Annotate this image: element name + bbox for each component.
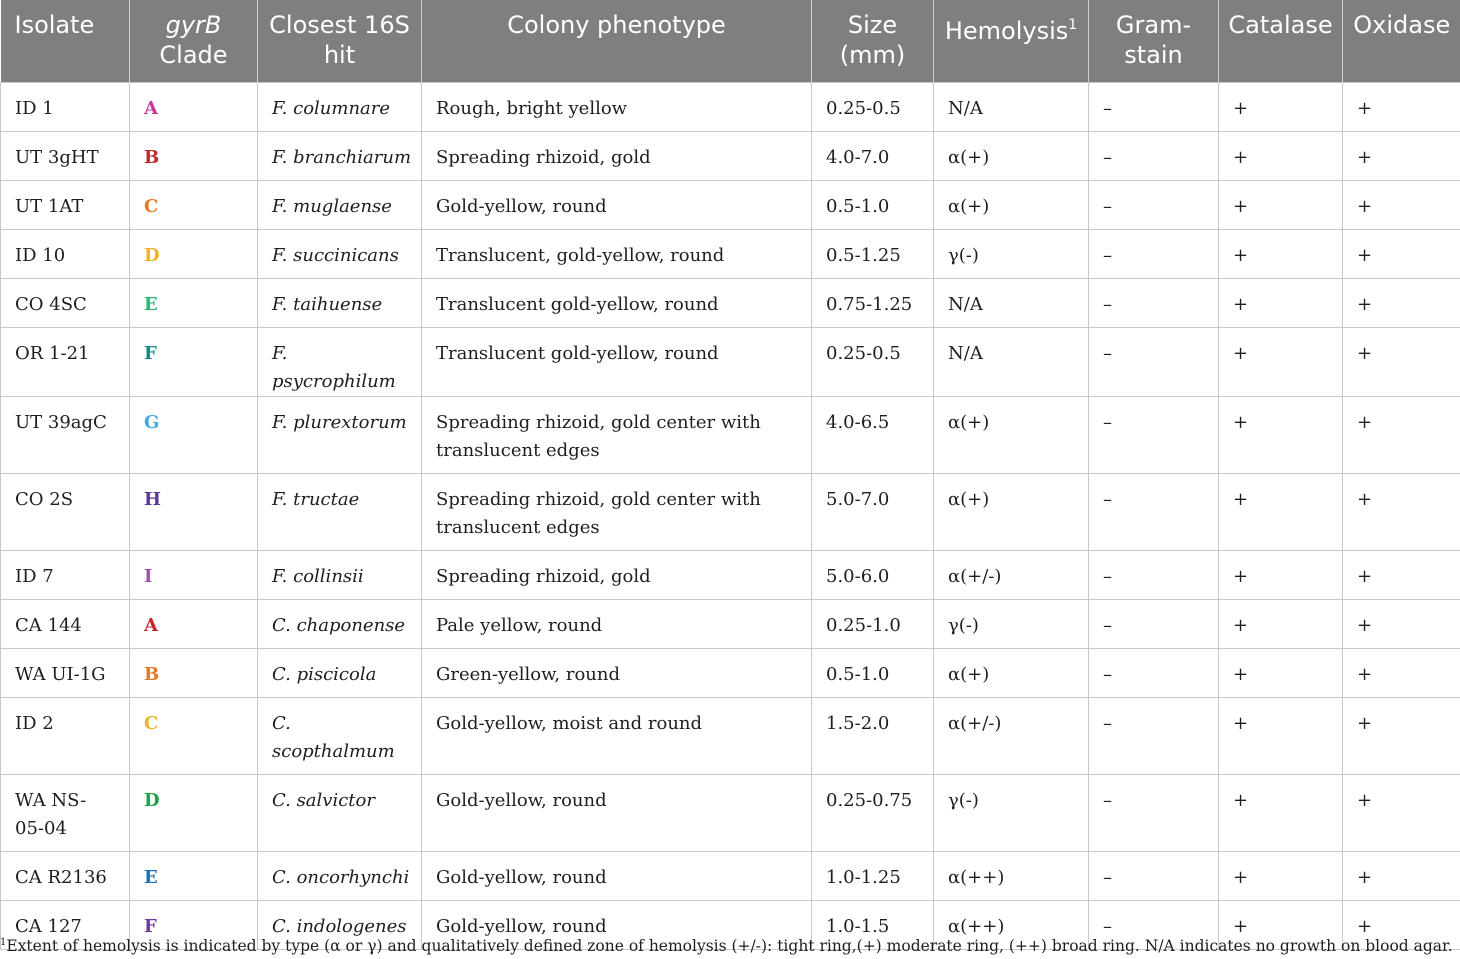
cell-oxidase: +: [1343, 474, 1460, 551]
header-colony-phenotype: Colony phenotype: [422, 0, 812, 83]
cell-hemolysis: α(+): [934, 649, 1089, 698]
cell-phenotype: Translucent gold-yellow, round: [422, 279, 812, 328]
cell-gram: –: [1089, 649, 1219, 698]
cell-size: 4.0-7.0: [812, 132, 934, 181]
cell-phenotype: Translucent, gold-yellow, round: [422, 230, 812, 279]
footnote-marker: 1: [0, 937, 6, 948]
cell-catalase: +: [1219, 649, 1343, 698]
cell-isolate: ID 10: [1, 230, 130, 279]
header-hemolysis: Hemolysis$^1$: [934, 0, 1089, 83]
cell-catalase: +: [1219, 230, 1343, 279]
cell-closest-hit: F. plurextorum: [258, 397, 422, 474]
cell-hemolysis: γ(-): [934, 775, 1089, 852]
cell-clade: B: [130, 132, 258, 181]
cell-clade: D: [130, 775, 258, 852]
cell-size: 0.5-1.0: [812, 649, 934, 698]
table-row: [1, 551, 1460, 600]
cell-oxidase: +: [1343, 901, 1460, 950]
cell-gram: –: [1089, 474, 1219, 551]
cell-clade: A: [130, 600, 258, 649]
cell-hemolysis: N/A: [934, 328, 1089, 397]
cell-gram: –: [1089, 551, 1219, 600]
cell-catalase: +: [1219, 698, 1343, 775]
cell-oxidase: +: [1343, 852, 1460, 901]
cell-gram: –: [1089, 181, 1219, 230]
header-gram-stain: Gram- stain: [1089, 0, 1219, 83]
cell-catalase: +: [1219, 551, 1343, 600]
table-row: [1, 83, 1460, 132]
cell-catalase: +: [1219, 397, 1343, 474]
cell-gram: –: [1089, 600, 1219, 649]
table-row: [1, 279, 1460, 328]
table-row: [1, 852, 1460, 901]
cell-phenotype: Translucent gold-yellow, round: [422, 328, 812, 397]
cell-isolate: WA UI-1G: [1, 649, 130, 698]
cell-catalase: +: [1219, 775, 1343, 852]
cell-clade: D: [130, 230, 258, 279]
cell-gram: –: [1089, 397, 1219, 474]
cell-oxidase: +: [1343, 775, 1460, 852]
cell-phenotype: Spreading rhizoid, gold: [422, 132, 812, 181]
cell-closest-hit: C. chaponense: [258, 600, 422, 649]
cell-size: 4.0-6.5: [812, 397, 934, 474]
header-catalase: Catalase: [1219, 0, 1343, 83]
cell-clade: F: [130, 901, 258, 950]
cell-isolate: CO 2S: [1, 474, 130, 551]
cell-clade: C: [130, 181, 258, 230]
cell-closest-hit: C. scopthalmum: [258, 698, 422, 775]
cell-size: 0.25-0.5: [812, 83, 934, 132]
header-size: Size (mm): [812, 0, 934, 83]
cell-gram: –: [1089, 279, 1219, 328]
cell-isolate: UT 3gHT: [1, 132, 130, 181]
cell-isolate: ID 7: [1, 551, 130, 600]
cell-catalase: +: [1219, 852, 1343, 901]
cell-clade: E: [130, 279, 258, 328]
cell-closest-hit: F. psycrophilum: [258, 328, 422, 397]
cell-size: 1.0-1.5: [812, 901, 934, 950]
footnote-text: Extent of hemolysis is indicated by type (α or γ) and qualitatively defined zone of hemolysis (+/-): tight ring,(+) moderate ring, (++) broad ring. N/A indicates no growth on blood agar.: [6, 937, 1452, 955]
cell-oxidase: +: [1343, 230, 1460, 279]
cell-size: 1.0-1.25: [812, 852, 934, 901]
cell-hemolysis: α(+/-): [934, 551, 1089, 600]
cell-phenotype: Spreading rhizoid, gold center with translucent edges: [422, 474, 812, 551]
cell-gram: –: [1089, 775, 1219, 852]
cell-hemolysis: α(+): [934, 474, 1089, 551]
cell-gram: –: [1089, 230, 1219, 279]
cell-size: 0.5-1.0: [812, 181, 934, 230]
cell-gram: –: [1089, 328, 1219, 397]
cell-clade: A: [130, 83, 258, 132]
cell-clade: G: [130, 397, 258, 474]
cell-size: 5.0-6.0: [812, 551, 934, 600]
cell-closest-hit: C. salvictor: [258, 775, 422, 852]
cell-oxidase: +: [1343, 397, 1460, 474]
cell-clade: C: [130, 698, 258, 775]
header-gyrb-clade: gyrB Clade: [130, 0, 258, 83]
cell-closest-hit: F. taihuense: [258, 279, 422, 328]
cell-size: 0.75-1.25: [812, 279, 934, 328]
cell-catalase: +: [1219, 600, 1343, 649]
cell-oxidase: +: [1343, 181, 1460, 230]
cell-closest-hit: C. oncorhynchi: [258, 852, 422, 901]
cell-hemolysis: α(+): [934, 397, 1089, 474]
cell-size: 0.25-0.75: [812, 775, 934, 852]
cell-isolate: CA 144: [1, 600, 130, 649]
cell-catalase: +: [1219, 181, 1343, 230]
cell-hemolysis: α(++): [934, 852, 1089, 901]
table-header: [1, 0, 1460, 83]
cell-size: 1.5-2.0: [812, 698, 934, 775]
cell-catalase: +: [1219, 901, 1343, 950]
cell-size: 0.25-1.0: [812, 600, 934, 649]
header-isolate: Isolate: [1, 0, 130, 83]
cell-closest-hit: F. muglaense: [258, 181, 422, 230]
cell-isolate: CA R2136: [1, 852, 130, 901]
table-row: [1, 775, 1460, 852]
header-oxidase: Oxidase: [1343, 0, 1460, 83]
table-row: [1, 328, 1460, 397]
cell-phenotype: Gold-yellow, round: [422, 181, 812, 230]
table-row: [1, 649, 1460, 698]
cell-phenotype: Rough, bright yellow: [422, 83, 812, 132]
table-row: [1, 600, 1460, 649]
cell-isolate: ID 2: [1, 698, 130, 775]
cell-closest-hit: F. succinicans: [258, 230, 422, 279]
cell-clade: I: [130, 551, 258, 600]
cell-phenotype: Gold-yellow, round: [422, 901, 812, 950]
cell-gram: –: [1089, 132, 1219, 181]
header-closest-16s-hit: Closest 16S hit: [258, 0, 422, 83]
cell-isolate: CO 4SC: [1, 279, 130, 328]
cell-hemolysis: α(+): [934, 132, 1089, 181]
cell-isolate: UT 39agC: [1, 397, 130, 474]
cell-phenotype: Gold-yellow, moist and round: [422, 698, 812, 775]
cell-catalase: +: [1219, 83, 1343, 132]
cell-gram: –: [1089, 901, 1219, 950]
cell-closest-hit: C. indologenes: [258, 901, 422, 950]
cell-closest-hit: F. tructae: [258, 474, 422, 551]
cell-size: 0.5-1.25: [812, 230, 934, 279]
cell-oxidase: +: [1343, 132, 1460, 181]
cell-isolate: CA 127: [1, 901, 130, 950]
table-row: [1, 230, 1460, 279]
cell-catalase: +: [1219, 328, 1343, 397]
cell-oxidase: +: [1343, 649, 1460, 698]
cell-gram: –: [1089, 698, 1219, 775]
cell-closest-hit: F. branchiarum: [258, 132, 422, 181]
table-row: [1, 181, 1460, 230]
cell-size: 0.25-0.5: [812, 328, 934, 397]
cell-hemolysis: α(+): [934, 181, 1089, 230]
cell-hemolysis: N/A: [934, 83, 1089, 132]
cell-clade: B: [130, 649, 258, 698]
cell-clade: F: [130, 328, 258, 397]
cell-isolate: ID 1: [1, 83, 130, 132]
cell-oxidase: +: [1343, 279, 1460, 328]
cell-clade: H: [130, 474, 258, 551]
cell-oxidase: +: [1343, 698, 1460, 775]
cell-isolate: UT 1AT: [1, 181, 130, 230]
cell-isolate: WA NS- 05-04: [1, 775, 130, 852]
cell-closest-hit: C. piscicola: [258, 649, 422, 698]
cell-hemolysis: α(+/-): [934, 698, 1089, 775]
table-row: [1, 474, 1460, 551]
cell-isolate: OR 1-21: [1, 328, 130, 397]
cell-phenotype: Spreading rhizoid, gold: [422, 551, 812, 600]
cell-gram: –: [1089, 852, 1219, 901]
cell-phenotype: Spreading rhizoid, gold center with translucent edges: [422, 397, 812, 474]
cell-phenotype: Pale yellow, round: [422, 600, 812, 649]
table-row: [1, 698, 1460, 775]
table-row: [1, 397, 1460, 474]
cell-closest-hit: F. collinsii: [258, 551, 422, 600]
cell-catalase: +: [1219, 279, 1343, 328]
cell-clade: E: [130, 852, 258, 901]
cell-gram: –: [1089, 83, 1219, 132]
cell-catalase: +: [1219, 132, 1343, 181]
cell-phenotype: Gold-yellow, round: [422, 852, 812, 901]
table-row: [1, 132, 1460, 181]
cell-catalase: +: [1219, 474, 1343, 551]
cell-oxidase: +: [1343, 600, 1460, 649]
cell-closest-hit: F. columnare: [258, 83, 422, 132]
cell-phenotype: Green-yellow, round: [422, 649, 812, 698]
cell-hemolysis: γ(-): [934, 600, 1089, 649]
cell-size: 5.0-7.0: [812, 474, 934, 551]
cell-phenotype: Gold-yellow, round: [422, 775, 812, 852]
cell-hemolysis: α(++): [934, 901, 1089, 950]
table-body: [1, 83, 1460, 950]
footnote: [0, 930, 1460, 959]
cell-hemolysis: N/A: [934, 279, 1089, 328]
cell-hemolysis: γ(-): [934, 230, 1089, 279]
cell-oxidase: +: [1343, 328, 1460, 397]
cell-oxidase: +: [1343, 551, 1460, 600]
cell-oxidase: +: [1343, 83, 1460, 132]
